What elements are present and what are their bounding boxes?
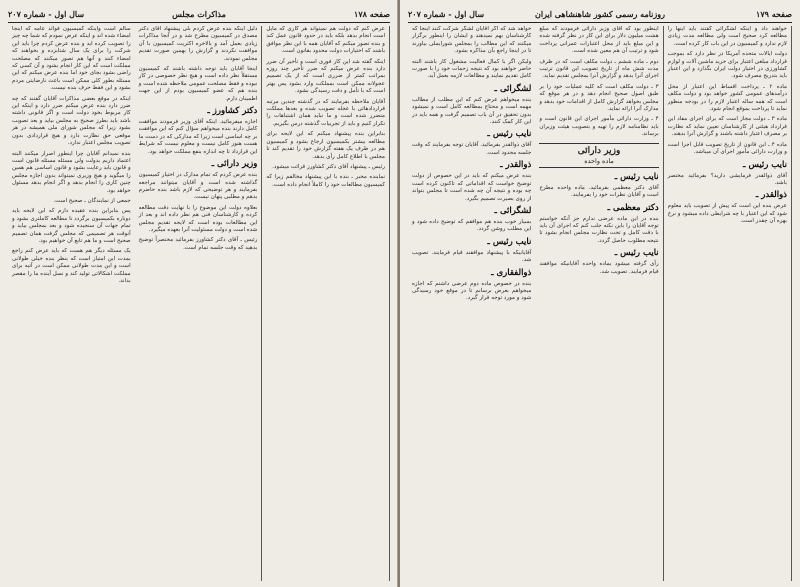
text-column — [664, 26, 792, 581]
paragraph: آقای دکتر معظمی بفرمائید. ماده واحده مطرح است و آقایان نظرات خود را بفرمایند. — [539, 184, 659, 199]
left-page-columns — [8, 26, 390, 581]
paragraph: آقایان ملاحظه بفرمایند که در گذشته چندین مرتبه قراردادهائی با عجله تصویب شده و بعدها مملکت متضرر شده است و ما نباید همان اشتباهات را تکرار کنیم و باید از تجربیات گذشته درس بگیریم. — [266, 98, 386, 127]
speaker-heading: نایب رئیس ـ — [614, 171, 659, 182]
section-title-main: وزیر دارائی — [577, 145, 621, 156]
speaker-heading: لشگرائی ـ — [494, 83, 532, 94]
right-page-columns — [408, 26, 792, 581]
paragraph: آقایانیکه با پیشنهاد موافقند قیام فرمایند. تصویب شد. — [412, 249, 532, 264]
paragraph: نماینده مخبر ـ بنده با این پیشنهاد مخالفم زیرا که کمیسیون مطالعات خود را کاملاً انجام داده است. — [266, 174, 386, 188]
right-page — [400, 0, 800, 587]
paragraph: ۴ ـ وزارت دارائی مأمور اجرای این قانون است و باید نظامنامه لازم را تهیه و بتصویب هیئت وزیران برساند. — [539, 116, 659, 138]
right-page-issue: سال اول - شماره ۲۰۷ — [408, 9, 485, 19]
speaker-heading: ذوالقدر ـ — [755, 190, 787, 201]
paragraph: پس بنابراین بنده عقیده دارم که این لایحه باید دوباره بکمیسیون برگردد تا مطالعه کاملتری بشود و تمام جهات آن سنجیده شود و بعد بمجلس بیاید و آنوقت هر تصمیمی که مجلس گرفت همان تصمیم صحیح است و ما هم تابع آن خواهیم بود. — [12, 208, 131, 244]
speaker-heading: دکتر معظمی ـ — [607, 202, 659, 213]
speaker-heading: نایب رئیس ـ — [487, 236, 532, 247]
speaker-heading: ذوالفقاری ـ — [491, 267, 532, 278]
text-column — [535, 26, 663, 581]
text-column — [135, 26, 263, 581]
paragraph: اینکه گفته شد این کار فوری است و تأخیر آن ضرر دارد بنده عرض میکنم که ضرر تأخیر چند روزه بمراتب کمتر از ضرری است که از یک تصمیم عجولانه ممکن است بمملکت وارد بشود پس بهتر است که با تأمل و دقت رسیدگی بشود. — [266, 58, 386, 95]
paragraph: عرض بنده این است که پیش از تصویب باید معلوم شود که این اعتبار با چه شرایطی داده میشود و نرخ بهره آن چقدر است. — [667, 203, 787, 225]
paragraph: خواهد شد که اگر آقایان لشگر شرکت کنند اینجا که کارشناسان بهم نمیدهند و ایشان را اینطور برگزار میکنند که این مطالب را بمجلس شورایملی بیاورند تا در اینجا راجع بآن مذاکره بشود. — [412, 26, 532, 55]
paragraph: دولت ایالات متحده آمریکا در نظر دارد که بموجب قرارداد مبلغی اعتبار برای خرید ماشین آلات و لوازم کشاورزی در اختیار دولت ایران بگذارد و این اعتبار باید بتدریج مصرف شود. — [667, 51, 787, 80]
paragraph: بعلاوه دولت این موضوع را با نهایت دقت مطالعه کرده و کارشناسان فنی هم نظر داده اند و بعد از این مطالعات بوده است که لایحه تقدیم مجلس شده است و دولت مسئولیت آنرا بعهده میگیرد. — [138, 204, 258, 233]
speaker-heading: دکتر کشاورز ـ — [207, 106, 258, 117]
section-title-sub: ماده واحده — [584, 156, 614, 165]
paragraph: سالم است واینکه کمیسیون فوائد عامه که اینجا امضاء شده اند و اینکه عرض نمودم که شما چه چیز را تصویب کرده اید و بنده عرض کردم چرا باید این شرکت را برای یک سال شتابزده و بخواهند که امضاء کنند و آنها هم تصور میکنند که مصلحت مملکت است که این کار انجام بشود و آن کسی که راضی بشود بجای خود اما بنده عرض میکنم که این مسئله بطور کلی ممکن است باعث نارضایتی مردم بشود و این فقط حرف بنده نیست. — [12, 26, 131, 92]
paragraph: بنده عرض میکنم که باید در این خصوص از دولت توضیح خواست که اقداماتی که تاکنون کرده است چه بوده و نتیجه آن چه شده است تا مجلس بتواند از روی بصیرت تصمیم بگیرد. — [412, 173, 532, 202]
paragraph: بنده عرض کردم که تمام مدارک در اختیار کمیسیون گذاشته شده است و آقایان میتوانند مراجعه بفرمایند و هر توضیحی که لازم باشد بنده حاضرم بدهم و مطلبی پنهان نیست. — [138, 172, 258, 201]
left-page-number: صفحه ۱۷۸ — [354, 9, 390, 19]
paragraph: رأی گرفته میشود بماده واحده آقایانیکه موافقند قیام فرمایند. تصویب شد. — [539, 261, 659, 275]
paragraph: رئیس ـ پیشنهاد آقای دکتر کشاورز قرائت میشود. — [272, 163, 386, 170]
paragraph: آقای ذوالقدر بفرمائید. آقایان توجه بفرمایند که وقت جلسه محدود است. — [412, 142, 532, 156]
paragraph: ماده ۳ ـ دولت مجاز است که برای اجرای مفاد این قرارداد هیئتی از کارشناسان تعیین نماید که نظارت بر مصرف اعتبار داشته باشند و گزارش آنرا بدهند. — [667, 116, 787, 138]
speaker-heading: وزیر دارائی ـ — [211, 159, 258, 170]
paragraph: جمعی از نمایندگان ـ صحیح است. — [53, 197, 131, 204]
section-title — [539, 143, 658, 168]
left-page-issue: سال اول - شماره ۲۰۷ — [8, 9, 85, 19]
paragraph: بسیار خوب بنده هم موافقم که توضیح داده شود و این مطلب روشن گردد. — [412, 218, 532, 233]
paragraph: رئیس ـ آقای دکتر کشاورز بفرمائید مختصراً توضیح بدهید که وقت جلسه تمام است. — [138, 237, 258, 251]
paragraph: اجازه میفرمائید. اینکه آقای وزیر فرمودند موافقت کامل دارند بنده میخواهم سؤال کنم که این موافقت بر چه اساسی است زیرا که مدارکی که در دست ما هست هنوز کامل نیست و معلوم نیست که شرایط این قرارداد تا چه اندازه بنفع مملکت خواهد بود. — [138, 119, 258, 155]
paragraph: عرض کنم که دولت هم نمیتواند هر کاری که مایل است انجام بدهد بلکه باید در حدود قانون عمل کند و بنده تصور میکنم که آقایان همه با این نظر موافق باشند که اختیارات دولت محدود بقانون است. — [266, 26, 386, 55]
left-page-header — [8, 6, 390, 23]
speaker-heading: ذوالقدر ـ — [500, 160, 532, 171]
speaker-heading: لشگرائی ـ — [494, 205, 532, 216]
paragraph: ماده ۴ ـ این قانون از تاریخ تصویب قابل اجرا است و وزارت دارائی مأمور اجرای آن میباشد. — [667, 141, 787, 156]
text-column — [262, 26, 390, 581]
paragraph: دلیل اینکه بنده عرض کردم بلی پیشنهاد آقای دکتر مصدق در کمیسیون مطرح شد و در آنجا مذاکرات زیادی بعمل آمد و بالاخره اکثریت کمیسیون با آن موافقت نکردند و گزارش را بهمین صورت تقدیم مجلس نمودند. — [138, 26, 258, 62]
paragraph: اینطور بود که آقای وزیر دارائی فرمودند که مبلغ هشت میلیون دلار برای این کار در نظر گرفته شده و این مبلغ باید از محل اعتبارات عمرانی پرداخت شود و ترتیب آن هم معین شده است. — [539, 26, 659, 55]
paragraph: ولیکن اگر با کمال فعالیت مشغول کار باشند البته حاضر خواهند بود که نتیجه زحمات خود را با صورت کامل تقدیم نمایند و مطالعات لازمه بعمل آید. — [412, 58, 532, 80]
speaker-heading: نایب رئیس ـ — [614, 248, 659, 259]
paragraph: بنده در این ماده عرضی ندارم جز آنکه خواستم توجه آقایان را باین نکته جلب کنم که اجرای آن باید با دقت کامل و تحت نظارت مجلس انجام بشود تا نتیجه مطلوب حاصل گردد. — [539, 215, 659, 244]
paragraph: بنده میخواهم عرض کنم که این مطلب از مطالب مهمه است و محتاج بمطالعه کامل است و نمیشود بدون تحقیق در آن باب تصمیم گرفت و همه باید در این کار کمک کنند. — [412, 96, 532, 126]
left-page-title: مذاکرات مجلس — [172, 9, 226, 19]
speaker-heading: نایب رئیس ـ — [487, 129, 532, 140]
paragraph: خواهند داد و اینکه لشگرائی گفتند باید اینها را مطالعه کرد صحیح است ولی مطالعه مدت زیادی لازم ندارد و کمیسیون در این باب کار کرده است. — [667, 26, 787, 47]
paragraph: دوم ـ ماده ششم ـ دولت مکلف است که در ظرف مدت شش ماه از تاریخ تصویب این قانون ترتیب اجرای آنرا بدهد و گزارش آنرا بمجلس تقدیم نماید. — [539, 58, 659, 80]
paragraph: اینکه در موقع بعضی مذاکرات آقایان گفتند که چه ضرر دارد بنده عرض میکنم ضرر دارد و اینکه این کار مربوط بخود دولت است و اگر قانونی داشته باشد باید بطرز صحیح به مجلس بیاید و بعد تصویب بشود زیرا که مجلس شورای ملی همیشه در هر موقعی حق نظارت دارد و هیچ قراردادی بدون تصویب مجلس اعتبار ندارد. — [12, 95, 131, 147]
paragraph: آقای ذوالقدر فرمایشی دارید؟ بفرمائید مختصر باشد. — [667, 172, 787, 186]
text-column — [408, 26, 535, 581]
right-page-header — [408, 6, 792, 23]
right-page-number: صفحه ۱۷۹ — [756, 9, 792, 19]
text-column — [8, 26, 135, 581]
paragraph: یک مسئله دیگر هم هست که باید عرض کنم راجع بمدت این امتیاز است که بنظر بنده خیلی طولانی است و این مدت طولانی ممکن است در آتیه برای مملکت اشکالاتی تولید کند و نسل آینده ما را مقصر بداند. — [12, 248, 131, 284]
paragraph: بنده نمیدانم آقایان چرا اینطور اصرار میکنند البته اعتماد داریم بدولت ولی مسئله مسئله قانون است و قانون باید رعایت بشود و قانون اساسی هم همین را میگوید و هیچ وزیری نمیتواند بدون اجازه مجلس چنین کاری را انجام بدهد و اگر انجام بدهد مسئول خواهد بود. — [12, 150, 131, 194]
left-page — [0, 0, 398, 587]
paragraph: ۳ ـ دولت مکلف است که کلیه عملیات خود را بر طبق اصول صحیح انجام دهد و در هر موقع که مجلس بخواهد گزارش کامل از اقدامات خود بدهد و مدارک آنرا ارائه نماید. — [539, 83, 659, 113]
speaker-heading: نایب رئیس ـ — [743, 159, 787, 170]
paragraph: بنده در خصوص ماده دوم عرضی داشتم که اجازه میخواهم بعرض برسانم تا در موقع خود رسیدگی شود و مورد توجه قرار گیرد. — [412, 280, 532, 302]
paragraph: ماده ۲ ـ پرداخت اقساط این اعتبار از محل درآمدهای عمومی کشور خواهد بود و دولت مکلف است که همه ساله اعتبار لازم را در بودجه منظور نماید تا پرداخت بموقع انجام شود. — [667, 83, 787, 113]
paragraph: اینجا آقایان باید توجه داشته باشند که کمیسیون مستقلاً نظر داده است و هیچ نظر خصوصی در کار نبوده و فقط مصلحت عمومی ملاحظه شده است و بنده هم که عضو کمیسیون بودم از این جهت اطمینان دارم. — [138, 66, 258, 102]
right-page-title: روزنامه رسمی کشور شاهنشاهی ایران — [535, 9, 665, 19]
paragraph: بنابراین بنده پیشنهاد میکنم که این لایحه برای مطالعه بیشتر بکمیسیون ارجاع بشود و کمیسیون هم در ظرف یک هفته گزارش خود را تقدیم کند تا مجلس با اطلاع کامل رأی بدهد. — [266, 131, 386, 160]
